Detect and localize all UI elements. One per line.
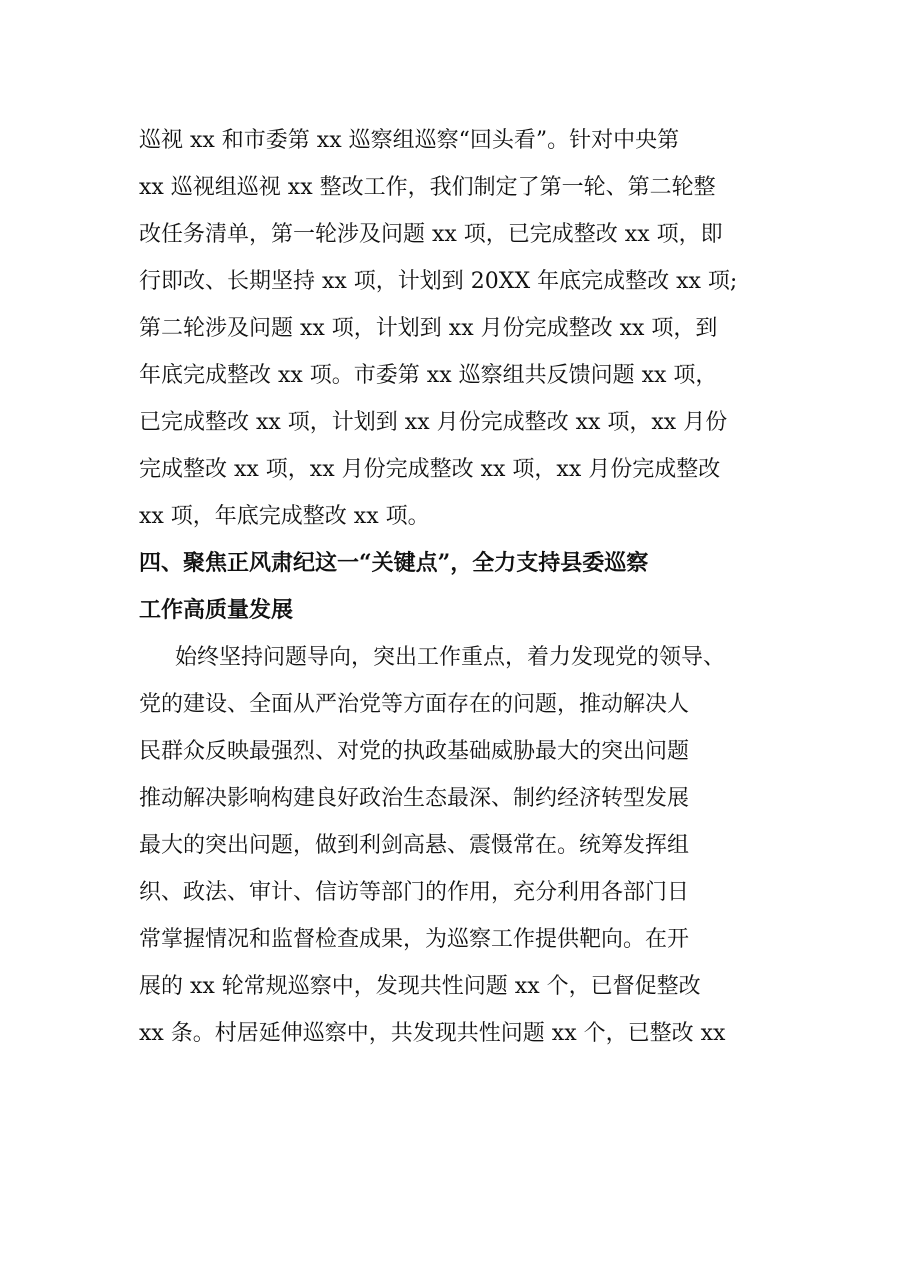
paragraph-line: 推动解决影响构建良好政治生态最深、制约经济转型发展 bbox=[139, 786, 690, 811]
paragraph-line: 行即改、长期坚持 xx 项，计划到 20XX 年底完成整改 xx 项; bbox=[139, 269, 738, 294]
paragraph-line: 完成整改 xx 项，xx 月份完成整改 xx 项，xx 月份完成整改 bbox=[139, 457, 721, 482]
paragraph-line: 展的 xx 轮常规巡察中，发现共性问题 xx 个，已督促整改 bbox=[139, 974, 701, 999]
section-heading: 四、聚焦正风肃纪这一“关键点”，全力支持县委巡察 bbox=[139, 550, 649, 576]
paragraph-line: xx 条。村居延伸巡察中，共发现共性问题 xx 个，已整改 xx bbox=[139, 1021, 726, 1046]
paragraph-line: 第二轮涉及问题 xx 项，计划到 xx 月份完成整改 xx 项，到 bbox=[139, 316, 718, 341]
paragraph-line: 已完成整改 xx 项，计划到 xx 月份完成整改 xx 项，xx 月份 bbox=[139, 410, 728, 435]
paragraph-line: 民群众反映最强烈、对党的执政基础威胁最大的突出问题 bbox=[139, 739, 690, 764]
paragraph-line: 年底完成整改 xx 项。市委第 xx 巡察组共反馈问题 xx 项， bbox=[139, 363, 718, 388]
section-heading-continued: 工作高质量发展 bbox=[139, 597, 294, 623]
paragraph-line: 最大的突出问题，做到利剑高悬、震慑常在。统筹发挥组 bbox=[139, 833, 690, 858]
paragraph-line: xx 项，年底完成整改 xx 项。 bbox=[139, 504, 430, 529]
paragraph-line: 党的建设、全面从严治党等方面存在的问题，推动解决人 bbox=[139, 692, 690, 717]
document-body bbox=[139, 117, 799, 1057]
paragraph-line: xx 巡视组巡视 xx 整改工作，我们制定了第一轮、第二轮整 bbox=[139, 175, 716, 200]
paragraph-line: 常掌握情况和监督检查成果，为巡察工作提供靶向。在开 bbox=[139, 927, 690, 952]
paragraph-line: 织、政法、审计、信访等部门的作用，充分利用各部门日 bbox=[139, 880, 690, 905]
paragraph-line: 巡视 xx 和市委第 xx 巡察组巡察“回头看”。针对中央第 bbox=[139, 128, 680, 153]
paragraph-first-line: 始终坚持问题导向，突出工作重点，着力发现党的领导、 bbox=[175, 645, 726, 670]
paragraph-line: 改任务清单，第一轮涉及问题 xx 项，已完成整改 xx 项，即 bbox=[139, 222, 723, 247]
